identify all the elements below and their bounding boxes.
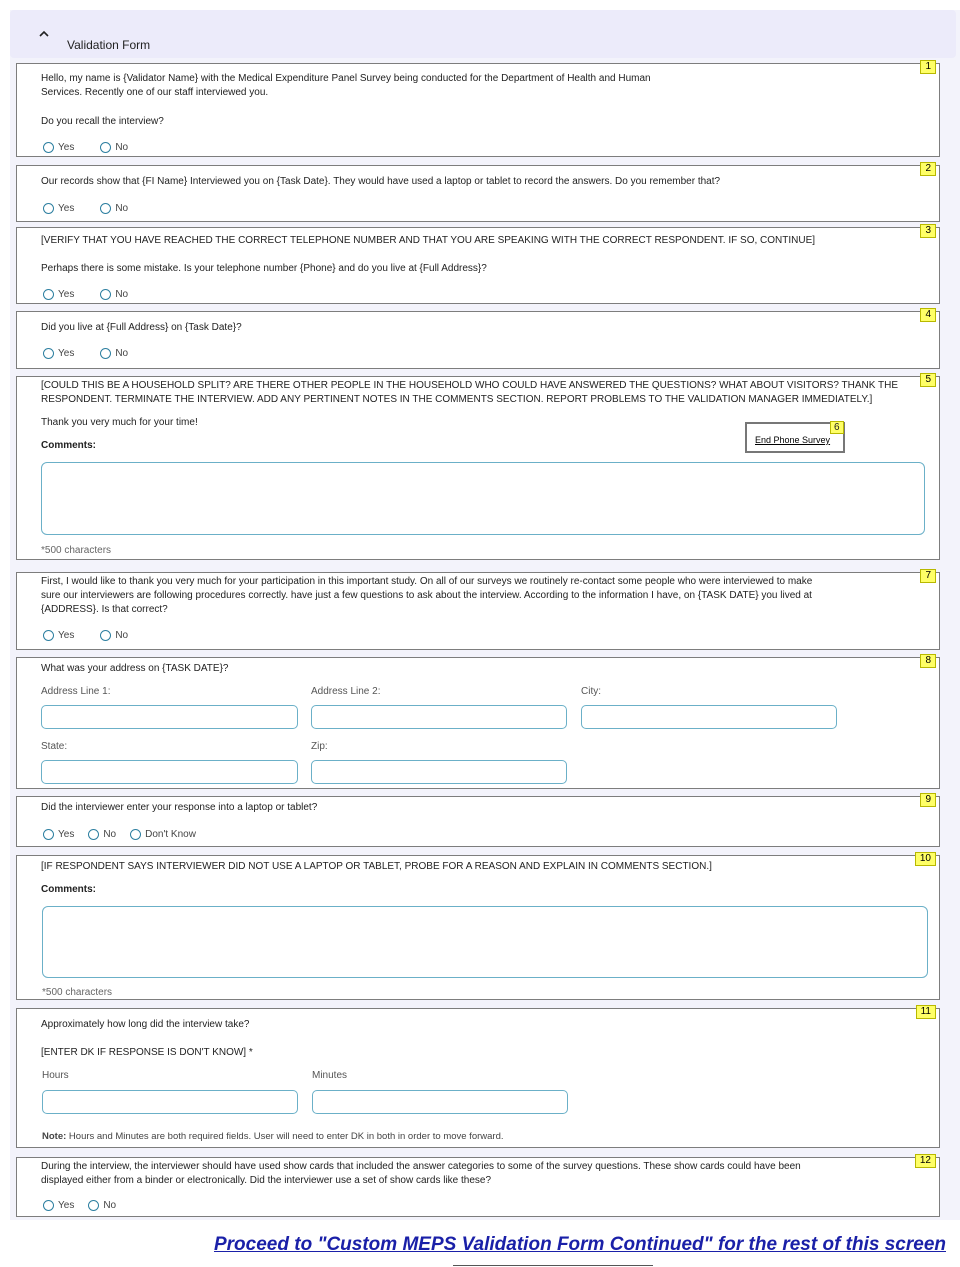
- radio-group: [43, 289, 154, 300]
- city-input[interactable]: [581, 705, 837, 729]
- radio-label: Yes: [58, 1200, 75, 1211]
- radio-label: Yes: [58, 203, 75, 214]
- question-instruction: [VERIFY THAT YOU HAVE REACHED THE CORRECT TELEPHONE NUMBER AND THAT YOU ARE SPEAKING WITH THE CORRECT RESPONDENT. IF SO, CONTINUE]: [41, 235, 816, 246]
- radio-label: No: [103, 829, 117, 840]
- minutes-label: Minutes: [312, 1070, 348, 1081]
- address-line-2-label: Address Line 2:: [311, 686, 381, 697]
- question-3: [16, 227, 940, 304]
- radio-label: Yes: [58, 630, 75, 641]
- radio-circle[interactable]: [88, 829, 99, 840]
- radio-label: No: [115, 203, 129, 214]
- minutes-input[interactable]: [312, 1090, 568, 1114]
- address-line-1-label: Address Line 1:: [41, 686, 111, 697]
- radio-label: Don't Know: [145, 829, 196, 840]
- question-11: [16, 1008, 940, 1148]
- radio-no[interactable]: [100, 203, 128, 214]
- address-line-2-input[interactable]: [311, 705, 567, 729]
- chevron-up-icon[interactable]: [38, 28, 50, 40]
- question-instruction: [ENTER DK IF RESPONSE IS DON'T KNOW] *: [41, 1047, 253, 1058]
- question-text: Did you live at {Full Address} on {Task Date}?: [41, 322, 242, 333]
- radio-circle[interactable]: [43, 829, 54, 840]
- header-title: Validation Form: [67, 38, 151, 52]
- question-text: Did the interviewer enter your response into a laptop or tablet?: [41, 802, 318, 813]
- comments-label: Comments:: [41, 884, 97, 895]
- radio-circle[interactable]: [100, 289, 111, 300]
- comments-label: Comments:: [41, 440, 97, 451]
- radio-yes[interactable]: [43, 348, 74, 359]
- address-line-1-input[interactable]: [41, 705, 298, 729]
- proceed-link[interactable]: Proceed to "Custom MEPS Validation Form Continued" for the rest of this screen: [213, 1234, 946, 1255]
- question-text: Approximately how long did the interview take?: [41, 1019, 250, 1030]
- radio-circle[interactable]: [43, 203, 54, 214]
- question-number: 11: [916, 1005, 936, 1019]
- radio-yes[interactable]: [43, 829, 74, 840]
- radio-no[interactable]: [100, 289, 128, 300]
- radio-dont-know[interactable]: [130, 829, 196, 840]
- radio-no[interactable]: [88, 1200, 116, 1211]
- zip-input[interactable]: [311, 760, 567, 784]
- divider: [453, 1265, 653, 1266]
- question-text: What was your address on {TASK DATE}?: [41, 663, 229, 674]
- question-text: First, I would like to thank you very much for your participation in this important study. On all of our surveys we routinely re-contact some people who were interviewed to make sure our interviewers are following procedures correctly. have just a few questions to ask about the interview. According to the information I have, on {TASK DATE} you lived at {ADDRESS}. Is that correct?: [41, 576, 813, 615]
- question-4: [16, 311, 940, 369]
- state-input[interactable]: [41, 760, 298, 784]
- question-instruction: [IF RESPONDENT SAYS INTERVIEWER DID NOT USE A LAPTOP OR TABLET, PROBE FOR A REASON AND EXPLAIN IN COMMENTS SECTION.]: [41, 861, 712, 872]
- question-text: During the interview, the interviewer should have used show cards that included the answer categories to some of the survey questions. These show cards could have been displayed either from a binder or electronically. Did the interviewer use a set of show cards like these?: [41, 1161, 801, 1186]
- radio-group: [43, 829, 222, 840]
- radio-label: Yes: [58, 142, 75, 153]
- state-label: State:: [41, 741, 68, 752]
- radio-circle[interactable]: [43, 630, 54, 641]
- radio-group: [43, 630, 154, 641]
- question-text: Perhaps there is some mistake. Is your telephone number {Phone} and do you live at {Full Address}?: [41, 263, 487, 274]
- question-number: 1: [920, 60, 936, 74]
- radio-circle[interactable]: [100, 630, 111, 641]
- radio-group: [43, 142, 154, 153]
- radio-circle[interactable]: [43, 142, 54, 153]
- question-number: 5: [920, 373, 936, 387]
- question-number: 2: [920, 162, 936, 176]
- question-number: 8: [920, 654, 936, 668]
- question-5: [16, 376, 940, 560]
- question-number: 3: [920, 224, 936, 238]
- question-7: [16, 572, 940, 650]
- question-text: Hello, my name is {Validator Name} with the Medical Expenditure Panel Survey being conducted for the Department of Health and Human Services. Recently one of our staff interviewed you.: [41, 73, 651, 98]
- question-prompt: Do you recall the interview?: [41, 116, 164, 127]
- radio-label: Yes: [58, 829, 75, 840]
- question-9: [16, 796, 940, 847]
- question-instruction: [COULD THIS BE A HOUSEHOLD SPLIT? ARE THERE OTHER PEOPLE IN THE HOUSEHOLD WHO COULD HAVE ANSWERED THE QUESTIONS? WHAT ABOUT VISITORS? THANK THE RESPONDENT. TERMINATE THE INTERVIEW. ADD ANY PERTINENT NOTES IN THE COMMENTS SECTION. REPORT PROBLEMS TO THE VALIDATION MANAGER IMMEDIATELY.]: [41, 380, 899, 405]
- radio-circle[interactable]: [100, 348, 111, 359]
- question-number: 7: [920, 569, 936, 583]
- required-note: Note: Hours and Minutes are both required fields. User will need to enter DK in both in order to move forward.: [42, 1131, 504, 1142]
- thank-you-text: Thank you very much for your time!: [41, 417, 198, 428]
- comments-textarea[interactable]: [42, 906, 928, 978]
- radio-label: Yes: [58, 348, 75, 359]
- radio-no[interactable]: [100, 630, 128, 641]
- button-number: 6: [830, 421, 844, 434]
- city-label: City:: [581, 686, 601, 697]
- radio-yes[interactable]: [43, 142, 74, 153]
- radio-label: No: [115, 630, 129, 641]
- validation-form-header[interactable]: [10, 10, 956, 58]
- radio-label: No: [115, 348, 129, 359]
- radio-group: [43, 203, 154, 214]
- question-1: [16, 63, 940, 157]
- radio-yes[interactable]: [43, 289, 74, 300]
- comments-textarea[interactable]: [41, 462, 925, 535]
- radio-no[interactable]: [100, 142, 128, 153]
- question-12: [16, 1157, 940, 1217]
- radio-group: [43, 1200, 142, 1211]
- radio-label: No: [115, 289, 129, 300]
- question-number: 12: [915, 1154, 936, 1168]
- question-2: [16, 165, 940, 222]
- radio-circle[interactable]: [88, 1200, 99, 1211]
- radio-circle[interactable]: [100, 142, 111, 153]
- char-limit-text: *500 characters: [42, 987, 113, 998]
- question-number: 9: [920, 793, 936, 807]
- radio-label: No: [103, 1200, 117, 1211]
- radio-no[interactable]: [88, 829, 116, 840]
- char-limit-text: *500 characters: [41, 545, 112, 556]
- zip-label: Zip:: [311, 741, 328, 752]
- radio-circle[interactable]: [43, 289, 54, 300]
- radio-circle[interactable]: [130, 829, 141, 840]
- question-number: 4: [920, 308, 936, 322]
- hours-input[interactable]: [42, 1090, 298, 1114]
- radio-yes[interactable]: [43, 203, 74, 214]
- end-phone-survey-button[interactable]: [745, 422, 845, 453]
- end-phone-survey-label[interactable]: End Phone Survey: [755, 435, 831, 445]
- hours-label: Hours: [42, 1070, 69, 1081]
- question-8: [16, 657, 940, 789]
- question-10: [16, 855, 940, 1000]
- question-number: 10: [915, 852, 936, 866]
- radio-circle[interactable]: [100, 203, 111, 214]
- radio-yes[interactable]: [43, 630, 74, 641]
- radio-label: Yes: [58, 289, 75, 300]
- radio-group: [43, 348, 154, 359]
- radio-no[interactable]: [100, 348, 128, 359]
- radio-circle[interactable]: [43, 1200, 54, 1211]
- radio-label: No: [115, 142, 129, 153]
- question-text: Our records show that {FI Name} Interviewed you on {Task Date}. They would have used a laptop or tablet to record the answers. Do you remember that?: [41, 176, 721, 187]
- radio-yes[interactable]: [43, 1200, 74, 1211]
- radio-circle[interactable]: [43, 348, 54, 359]
